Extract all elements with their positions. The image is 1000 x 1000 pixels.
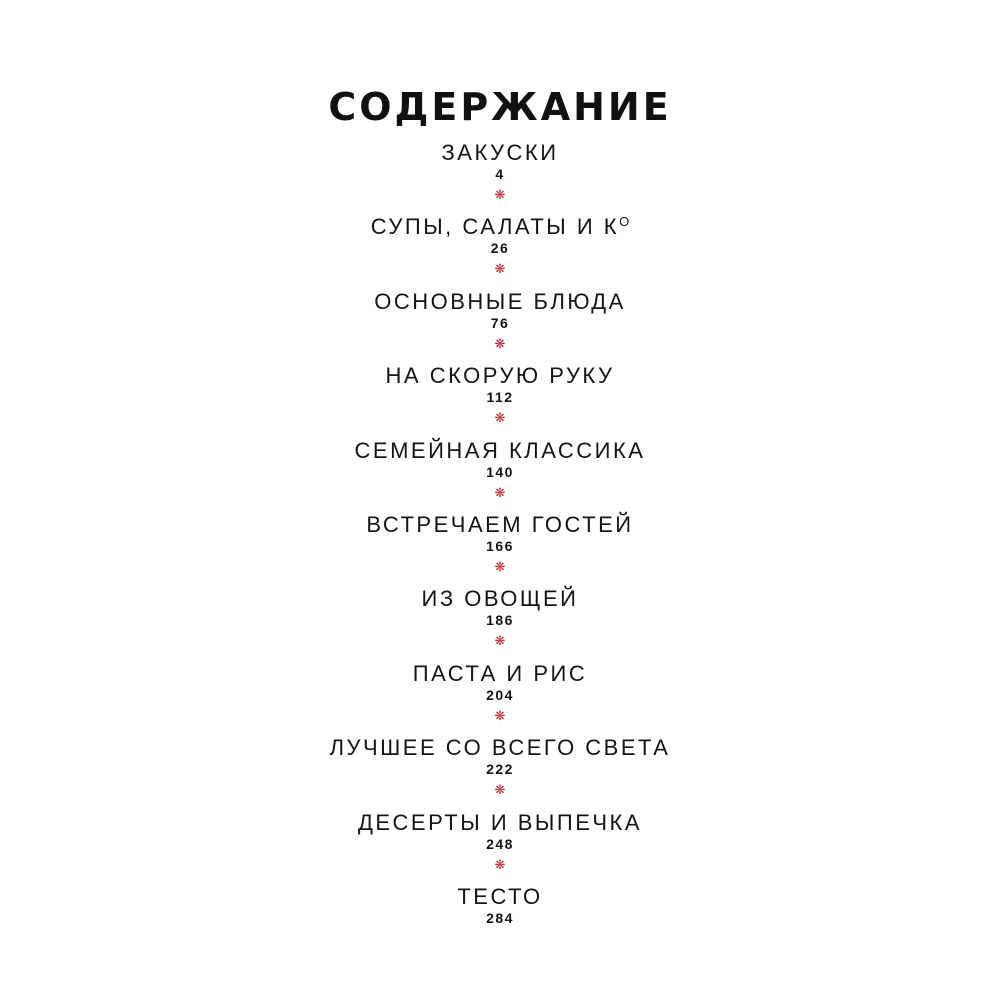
toc-entry-page-number: 248 bbox=[486, 835, 514, 852]
toc-entry[interactable] bbox=[0, 661, 1000, 735]
asterism-separator-icon: ❋ bbox=[494, 856, 506, 872]
toc-entry-page-number: 222 bbox=[486, 761, 514, 778]
asterism-separator-icon: ❋ bbox=[494, 633, 506, 649]
toc-entry[interactable] bbox=[0, 512, 1000, 586]
toc-entry-page-number: 112 bbox=[486, 389, 514, 406]
asterism-separator-icon: ❋ bbox=[494, 707, 506, 723]
toc-entry-title: ЗАКУСКИ bbox=[441, 140, 559, 165]
toc-entry-page-number: 26 bbox=[490, 240, 510, 257]
table-of-contents bbox=[0, 140, 1000, 958]
toc-entry[interactable] bbox=[0, 884, 1000, 958]
toc-entry[interactable] bbox=[0, 214, 1000, 288]
toc-entry[interactable] bbox=[0, 289, 1000, 363]
toc-entry-title: ОСНОВНЫЕ БЛЮДА bbox=[374, 288, 626, 314]
asterism-separator-icon: ❋ bbox=[494, 484, 506, 500]
toc-entry-title: ВСТРЕЧАЕМ ГОСТЕЙ bbox=[366, 511, 634, 537]
toc-entry-title: НА СКОРУЮ РУКУ bbox=[385, 363, 615, 389]
toc-entry-title: ТЕСТО bbox=[457, 883, 543, 909]
toc-entry-page-number: 76 bbox=[490, 314, 510, 331]
asterism-separator-icon: ❋ bbox=[494, 261, 506, 277]
toc-entry[interactable] bbox=[0, 810, 1000, 884]
toc-entry-title: ДЕСЕРТЫ И ВЫПЕЧКА bbox=[357, 809, 643, 835]
toc-entry-page-number: 204 bbox=[486, 686, 514, 703]
toc-entry-title: ПАСТА И РИС bbox=[412, 660, 588, 686]
toc-entry[interactable] bbox=[0, 735, 1000, 809]
asterism-separator-icon: ❋ bbox=[494, 335, 506, 351]
toc-entry-title: СЕМЕЙНАЯ КЛАССИКА bbox=[354, 437, 646, 463]
page-title: СОДЕРЖАНИЕ bbox=[328, 85, 672, 130]
toc-entry-page-number: 284 bbox=[486, 909, 514, 926]
toc-entry[interactable] bbox=[0, 586, 1000, 660]
toc-entry[interactable] bbox=[0, 140, 1000, 214]
toc-entry-page-number: 166 bbox=[486, 537, 514, 554]
toc-entry[interactable] bbox=[0, 363, 1000, 437]
asterism-separator-icon: ❋ bbox=[494, 782, 506, 798]
toc-entry-page-number: 140 bbox=[486, 463, 514, 480]
asterism-separator-icon: ❋ bbox=[494, 187, 506, 202]
toc-entry[interactable] bbox=[0, 438, 1000, 512]
toc-entry-title: ИЗ ОВОЩЕЙ bbox=[421, 586, 579, 612]
toc-entry-title: СУПЫ, САЛАТЫ И $К^О$ bbox=[370, 214, 630, 240]
asterism-separator-icon: ❋ bbox=[494, 410, 506, 426]
asterism-separator-icon: ❋ bbox=[494, 558, 506, 574]
toc-entry-page-number: 186 bbox=[486, 612, 514, 629]
toc-entry-page-number: 4 bbox=[495, 166, 505, 182]
toc-entry-title: ЛУЧШЕЕ СО ВСЕГО СВЕТА bbox=[329, 735, 671, 761]
